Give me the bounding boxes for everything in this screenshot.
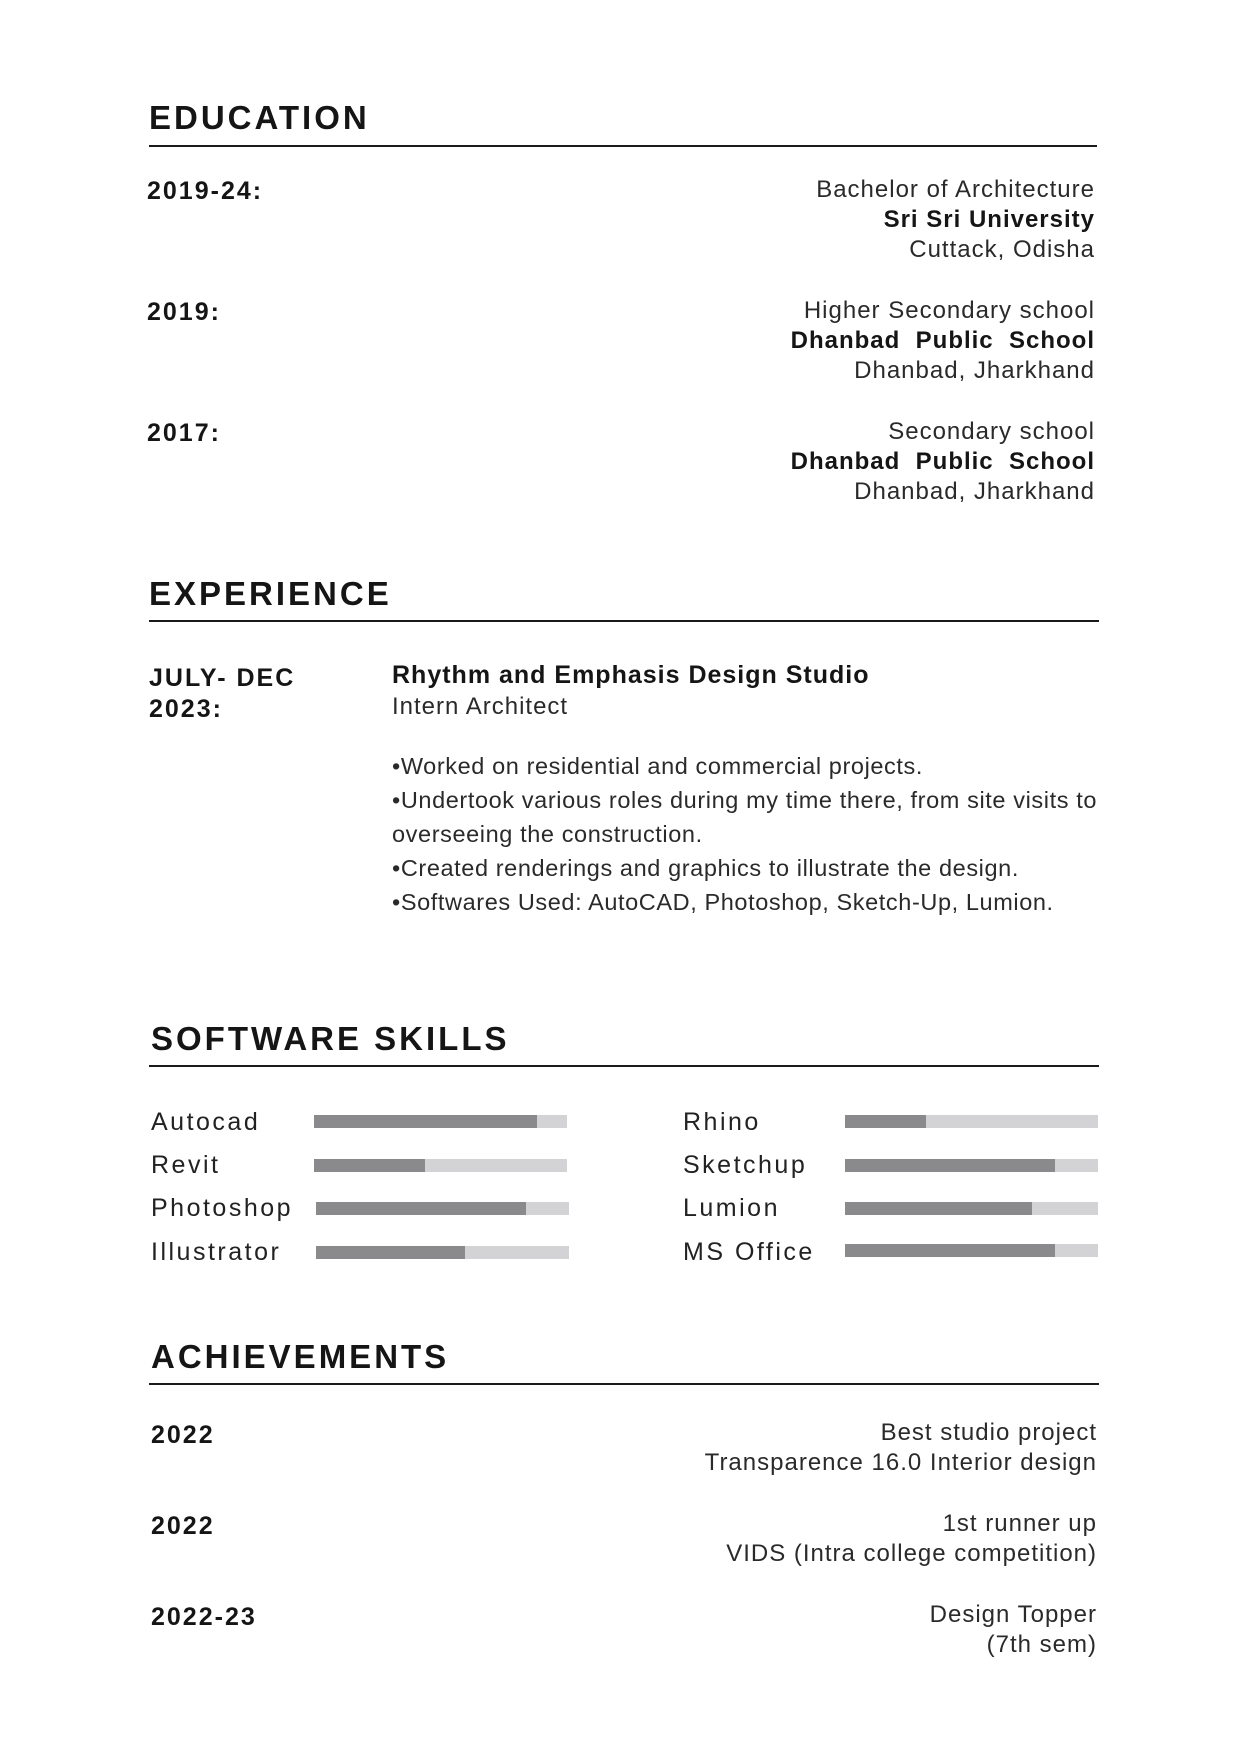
skill-label: Illustrator xyxy=(151,1238,282,1266)
education-entry-2 xyxy=(791,296,1095,386)
education-location: Dhanbad, Jharkhand xyxy=(854,478,1095,505)
skill-label: Revit xyxy=(151,1151,221,1179)
experience-company: Rhythm and Emphasis Design Studio xyxy=(392,661,870,689)
skill-label: Lumion xyxy=(683,1194,780,1222)
skill-bar xyxy=(845,1159,1098,1172)
skill-bar xyxy=(845,1202,1098,1215)
skill-label: Sketchup xyxy=(683,1151,808,1179)
experience-period xyxy=(149,663,295,725)
skill-bar-fill xyxy=(314,1159,425,1172)
achievement-year-2: 2022 xyxy=(151,1512,215,1540)
achievement-detail: Transparence 16.0 Interior design xyxy=(704,1449,1097,1476)
achievement-detail: VIDS (Intra college competition) xyxy=(726,1540,1097,1567)
skill-bar xyxy=(314,1159,567,1172)
education-degree: Bachelor of Architecture xyxy=(816,176,1095,203)
education-degree: Higher Secondary school xyxy=(803,297,1095,324)
skill-label: Photoshop xyxy=(151,1194,294,1222)
skill-bar-fill xyxy=(845,1244,1055,1257)
skill-bar-fill xyxy=(845,1159,1055,1172)
experience-heading: EXPERIENCE xyxy=(149,575,392,612)
education-location: Cuttack, Odisha xyxy=(909,236,1095,263)
education-year-2: 2019: xyxy=(147,298,221,326)
education-institution: Dhanbad Public School xyxy=(790,327,1095,354)
achievement-entry-1 xyxy=(705,1418,1097,1478)
achievement-title: Design Topper xyxy=(929,1601,1097,1628)
achievement-entry-3 xyxy=(930,1600,1097,1660)
achievement-year-3: 2022-23 xyxy=(151,1603,257,1631)
education-year-1: 2019-24: xyxy=(147,177,264,205)
education-location: Dhanbad, Jharkhand xyxy=(854,357,1095,384)
experience-bullets xyxy=(392,749,1097,919)
achievement-year-1: 2022 xyxy=(151,1421,215,1449)
experience-period-months: JULY- DEC xyxy=(149,664,296,692)
experience-bullet: •Worked on residential and commercial projects. xyxy=(392,753,924,779)
education-year-3: 2017: xyxy=(147,419,221,447)
education-institution: Sri Sri University xyxy=(883,206,1095,233)
skill-label: MS Office xyxy=(683,1238,815,1266)
skills-divider xyxy=(149,1065,1099,1067)
achievement-entry-2 xyxy=(726,1509,1097,1569)
skill-bar-fill xyxy=(845,1115,926,1128)
skill-label: Autocad xyxy=(151,1108,261,1136)
achievement-detail: (7th sem) xyxy=(986,1631,1097,1658)
education-divider xyxy=(149,145,1097,147)
experience-role: Intern Architect xyxy=(392,693,569,720)
experience-period-year: 2023: xyxy=(149,695,223,723)
experience-bullet: •Created renderings and graphics to illustrate the design. xyxy=(392,855,1019,881)
skill-bar-fill xyxy=(316,1246,465,1259)
skill-label: Rhino xyxy=(683,1108,761,1136)
skill-bar xyxy=(316,1202,569,1215)
skill-bar-fill xyxy=(845,1202,1032,1215)
achievement-title: Best studio project xyxy=(880,1419,1097,1446)
skill-bar xyxy=(845,1244,1098,1257)
experience-bullet: •Softwares Used: AutoCAD, Photoshop, Sketch-Up, Lumion. xyxy=(392,889,1054,915)
skill-bar xyxy=(314,1115,567,1128)
experience-divider xyxy=(149,620,1099,622)
education-degree: Secondary school xyxy=(888,418,1095,445)
education-institution: Dhanbad Public School xyxy=(790,448,1095,475)
experience-bullet: •Undertook various roles during my time there, from site visits to overseeing the construction. xyxy=(392,787,1097,847)
achievements-heading: ACHIEVEMENTS xyxy=(151,1338,450,1375)
skill-bar xyxy=(316,1246,569,1259)
skill-bar-fill xyxy=(314,1115,537,1128)
education-entry-3 xyxy=(791,417,1095,507)
education-heading: EDUCATION xyxy=(149,99,370,136)
skills-heading: SOFTWARE SKILLS xyxy=(151,1020,510,1057)
skill-bar xyxy=(845,1115,1098,1128)
achievement-title: 1st runner up xyxy=(942,1510,1097,1537)
education-entry-1 xyxy=(816,175,1095,265)
skill-bar-fill xyxy=(316,1202,526,1215)
achievements-divider xyxy=(149,1383,1099,1385)
